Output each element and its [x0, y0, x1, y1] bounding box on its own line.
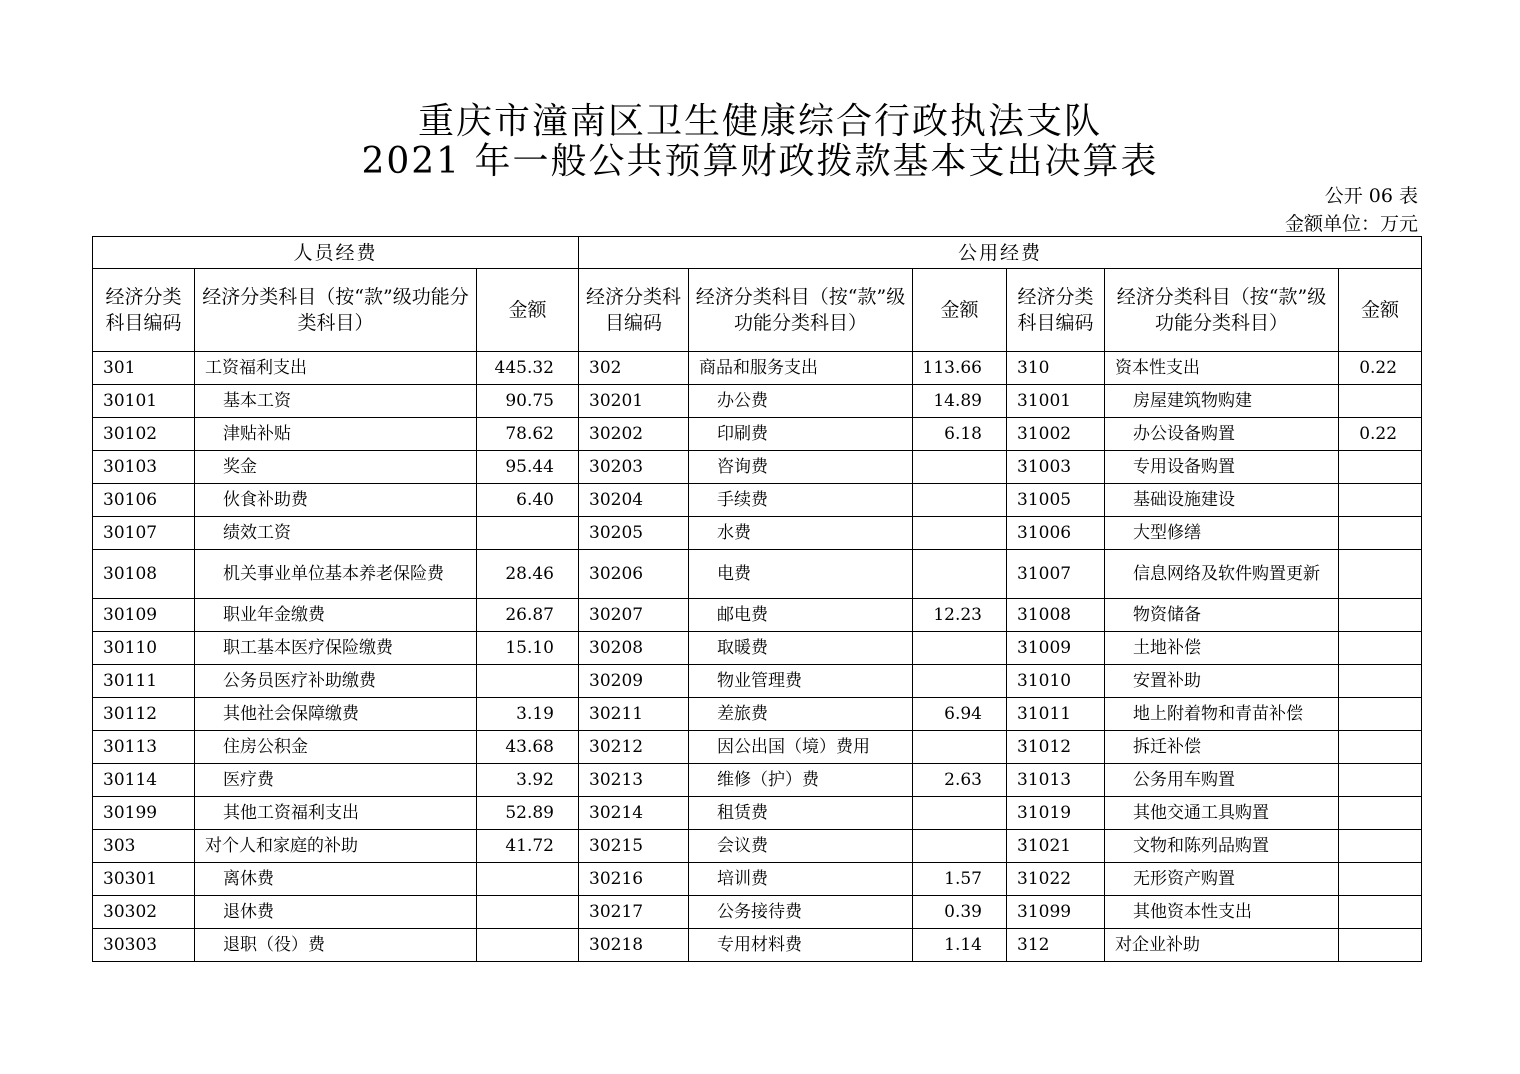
capital-amount-cell	[1339, 764, 1422, 797]
personnel-amount-cell: 95.44	[477, 451, 579, 484]
section-header-row	[93, 237, 1422, 269]
report-title-line2: 2021 年一般公共预算财政拨款基本支出决算表	[361, 141, 1159, 182]
capital-name-cell: 公务用车购置	[1105, 764, 1339, 797]
capital-code-cell: 31012	[1007, 731, 1105, 764]
capital-name-cell: 文物和陈列品购置	[1105, 830, 1339, 863]
goods-amount-cell	[913, 451, 1007, 484]
capital-name-cell: 专用设备购置	[1105, 451, 1339, 484]
capital-amount-cell	[1339, 863, 1422, 896]
personnel-amount-cell: 78.62	[477, 418, 579, 451]
goods-name-cell: 维修（护）费	[689, 764, 913, 797]
personnel-amount-cell	[477, 665, 579, 698]
goods-amount-cell	[913, 797, 1007, 830]
personnel-name-cell: 退休费	[195, 896, 477, 929]
personnel-amount-cell	[477, 896, 579, 929]
capital-code-cell: 31021	[1007, 830, 1105, 863]
table-number: 公开 06 表	[1324, 185, 1418, 207]
capital-name-cell: 无形资产购置	[1105, 863, 1339, 896]
goods-amount-cell	[913, 665, 1007, 698]
capital-code-cell: 31001	[1007, 385, 1105, 418]
goods-code-cell: 30217	[579, 896, 689, 929]
personnel-name-cell: 离休费	[195, 863, 477, 896]
personnel-name-cell: 津贴补贴	[195, 418, 477, 451]
goods-name-cell: 培训费	[689, 863, 913, 896]
goods-amount-cell	[913, 517, 1007, 550]
table-row	[93, 385, 1422, 418]
capital-name-cell: 基础设施建设	[1105, 484, 1339, 517]
capital-code-cell: 31007	[1007, 550, 1105, 599]
header-personnel-amount: 金额	[477, 269, 579, 352]
table-row	[93, 698, 1422, 731]
capital-name-cell: 信息网络及软件购置更新	[1105, 550, 1339, 599]
personnel-amount-cell: 3.92	[477, 764, 579, 797]
header-goods-name: 经济分类科目（按“款”级功能分类科目）	[689, 269, 913, 352]
personnel-code-cell: 30303	[93, 929, 195, 962]
capital-amount-cell	[1339, 731, 1422, 764]
capital-code-cell: 31099	[1007, 896, 1105, 929]
capital-name-cell: 地上附着物和青苗补偿	[1105, 698, 1339, 731]
capital-amount-cell	[1339, 665, 1422, 698]
capital-name-cell: 房屋建筑物购建	[1105, 385, 1339, 418]
capital-code-cell: 31022	[1007, 863, 1105, 896]
goods-name-cell: 因公出国（境）费用	[689, 731, 913, 764]
goods-name-cell: 印刷费	[689, 418, 913, 451]
goods-name-cell: 商品和服务支出	[689, 352, 913, 385]
report-title-line1: 重庆市潼南区卫生健康综合行政执法支队	[417, 101, 1102, 142]
personnel-code-cell: 30114	[93, 764, 195, 797]
goods-name-cell: 咨询费	[689, 451, 913, 484]
personnel-name-cell: 奖金	[195, 451, 477, 484]
goods-amount-cell: 6.18	[913, 418, 1007, 451]
goods-amount-cell	[913, 632, 1007, 665]
goods-code-cell: 30211	[579, 698, 689, 731]
section-personnel: 人员经费	[93, 237, 579, 269]
goods-amount-cell: 1.14	[913, 929, 1007, 962]
personnel-code-cell: 30199	[93, 797, 195, 830]
goods-name-cell: 会议费	[689, 830, 913, 863]
goods-name-cell: 水费	[689, 517, 913, 550]
capital-name-cell: 资本性支出	[1105, 352, 1339, 385]
goods-amount-cell: 113.66	[913, 352, 1007, 385]
capital-amount-cell	[1339, 451, 1422, 484]
personnel-name-cell: 其他社会保障缴费	[195, 698, 477, 731]
personnel-name-cell: 绩效工资	[195, 517, 477, 550]
table-row	[93, 797, 1422, 830]
personnel-code-cell: 30102	[93, 418, 195, 451]
goods-code-cell: 30205	[579, 517, 689, 550]
goods-code-cell: 30214	[579, 797, 689, 830]
table-row	[93, 830, 1422, 863]
capital-name-cell: 土地补偿	[1105, 632, 1339, 665]
personnel-amount-cell	[477, 929, 579, 962]
capital-code-cell: 31010	[1007, 665, 1105, 698]
personnel-name-cell: 退职（役）费	[195, 929, 477, 962]
goods-name-cell: 差旅费	[689, 698, 913, 731]
goods-amount-cell	[913, 830, 1007, 863]
table-row	[93, 665, 1422, 698]
personnel-amount-cell: 28.46	[477, 550, 579, 599]
goods-name-cell: 手续费	[689, 484, 913, 517]
personnel-code-cell: 301	[93, 352, 195, 385]
goods-amount-cell	[913, 550, 1007, 599]
goods-code-cell: 30206	[579, 550, 689, 599]
goods-code-cell: 30215	[579, 830, 689, 863]
personnel-code-cell: 303	[93, 830, 195, 863]
goods-amount-cell: 0.39	[913, 896, 1007, 929]
capital-name-cell: 其他交通工具购置	[1105, 797, 1339, 830]
personnel-amount-cell: 90.75	[477, 385, 579, 418]
personnel-code-cell: 30107	[93, 517, 195, 550]
goods-code-cell: 30212	[579, 731, 689, 764]
goods-code-cell: 30216	[579, 863, 689, 896]
table-row	[93, 599, 1422, 632]
personnel-name-cell: 对个人和家庭的补助	[195, 830, 477, 863]
table-row	[93, 764, 1422, 797]
personnel-name-cell: 公务员医疗补助缴费	[195, 665, 477, 698]
capital-code-cell: 31003	[1007, 451, 1105, 484]
personnel-amount-cell: 15.10	[477, 632, 579, 665]
personnel-code-cell: 30109	[93, 599, 195, 632]
personnel-name-cell: 工资福利支出	[195, 352, 477, 385]
header-capital-code: 经济分类科目编码	[1007, 269, 1105, 352]
goods-name-cell: 邮电费	[689, 599, 913, 632]
header-capital-name: 经济分类科目（按“款”级功能分类科目）	[1105, 269, 1339, 352]
personnel-amount-cell: 445.32	[477, 352, 579, 385]
goods-code-cell: 30202	[579, 418, 689, 451]
capital-name-cell: 物资储备	[1105, 599, 1339, 632]
capital-code-cell: 31005	[1007, 484, 1105, 517]
capital-amount-cell	[1339, 484, 1422, 517]
personnel-code-cell: 30113	[93, 731, 195, 764]
capital-name-cell: 办公设备购置	[1105, 418, 1339, 451]
capital-amount-cell	[1339, 929, 1422, 962]
goods-name-cell: 物业管理费	[689, 665, 913, 698]
goods-name-cell: 租赁费	[689, 797, 913, 830]
capital-amount-cell: 0.22	[1339, 418, 1422, 451]
personnel-code-cell: 30108	[93, 550, 195, 599]
personnel-amount-cell: 43.68	[477, 731, 579, 764]
goods-amount-cell: 1.57	[913, 863, 1007, 896]
goods-code-cell: 302	[579, 352, 689, 385]
table-row	[93, 484, 1422, 517]
goods-name-cell: 公务接待费	[689, 896, 913, 929]
goods-name-cell: 专用材料费	[689, 929, 913, 962]
budget-table	[92, 236, 1422, 962]
capital-amount-cell	[1339, 896, 1422, 929]
capital-code-cell: 31011	[1007, 698, 1105, 731]
personnel-name-cell: 伙食补助费	[195, 484, 477, 517]
personnel-code-cell: 30301	[93, 863, 195, 896]
goods-name-cell: 办公费	[689, 385, 913, 418]
capital-amount-cell	[1339, 599, 1422, 632]
table-row	[93, 418, 1422, 451]
personnel-amount-cell: 26.87	[477, 599, 579, 632]
capital-code-cell: 31019	[1007, 797, 1105, 830]
table-row	[93, 632, 1422, 665]
personnel-name-cell: 职业年金缴费	[195, 599, 477, 632]
personnel-name-cell: 医疗费	[195, 764, 477, 797]
capital-amount-cell	[1339, 698, 1422, 731]
goods-amount-cell	[913, 484, 1007, 517]
personnel-code-cell: 30111	[93, 665, 195, 698]
capital-amount-cell	[1339, 830, 1422, 863]
goods-code-cell: 30201	[579, 385, 689, 418]
capital-name-cell: 大型修缮	[1105, 517, 1339, 550]
table-row	[93, 517, 1422, 550]
goods-code-cell: 30213	[579, 764, 689, 797]
header-goods-code: 经济分类科目编码	[579, 269, 689, 352]
personnel-code-cell: 30106	[93, 484, 195, 517]
capital-amount-cell	[1339, 797, 1422, 830]
capital-code-cell: 31002	[1007, 418, 1105, 451]
column-header-row	[93, 269, 1422, 352]
section-public: 公用经费	[579, 237, 1422, 269]
personnel-amount-cell	[477, 863, 579, 896]
header-capital-amount: 金额	[1339, 269, 1422, 352]
goods-code-cell: 30208	[579, 632, 689, 665]
personnel-name-cell: 其他工资福利支出	[195, 797, 477, 830]
capital-code-cell: 31006	[1007, 517, 1105, 550]
capital-code-cell: 310	[1007, 352, 1105, 385]
personnel-code-cell: 30101	[93, 385, 195, 418]
capital-name-cell: 安置补助	[1105, 665, 1339, 698]
table-row	[93, 550, 1422, 599]
header-personnel-name: 经济分类科目（按“款”级功能分类科目）	[195, 269, 477, 352]
goods-code-cell: 30204	[579, 484, 689, 517]
goods-code-cell: 30218	[579, 929, 689, 962]
goods-code-cell: 30209	[579, 665, 689, 698]
capital-code-cell: 31013	[1007, 764, 1105, 797]
header-goods-amount: 金额	[913, 269, 1007, 352]
personnel-code-cell: 30112	[93, 698, 195, 731]
table-row	[93, 451, 1422, 484]
personnel-name-cell: 基本工资	[195, 385, 477, 418]
personnel-amount-cell: 52.89	[477, 797, 579, 830]
personnel-name-cell: 住房公积金	[195, 731, 477, 764]
header-personnel-code: 经济分类科目编码	[93, 269, 195, 352]
capital-code-cell: 31009	[1007, 632, 1105, 665]
goods-name-cell: 取暖费	[689, 632, 913, 665]
personnel-amount-cell: 3.19	[477, 698, 579, 731]
table-row	[93, 896, 1422, 929]
personnel-code-cell: 30110	[93, 632, 195, 665]
amount-unit: 金额单位：万元	[1284, 213, 1418, 235]
capital-name-cell: 对企业补助	[1105, 929, 1339, 962]
table-row	[93, 863, 1422, 896]
capital-amount-cell: 0.22	[1339, 352, 1422, 385]
capital-amount-cell	[1339, 517, 1422, 550]
goods-code-cell: 30207	[579, 599, 689, 632]
personnel-amount-cell: 41.72	[477, 830, 579, 863]
capital-code-cell: 312	[1007, 929, 1105, 962]
goods-amount-cell: 2.63	[913, 764, 1007, 797]
personnel-amount-cell	[477, 517, 579, 550]
capital-amount-cell	[1339, 632, 1422, 665]
table-row	[93, 731, 1422, 764]
capital-code-cell: 31008	[1007, 599, 1105, 632]
capital-name-cell: 其他资本性支出	[1105, 896, 1339, 929]
goods-amount-cell: 6.94	[913, 698, 1007, 731]
table-row	[93, 929, 1422, 962]
goods-code-cell: 30203	[579, 451, 689, 484]
capital-amount-cell	[1339, 385, 1422, 418]
personnel-name-cell: 机关事业单位基本养老保险费	[195, 550, 477, 599]
goods-amount-cell: 12.23	[913, 599, 1007, 632]
personnel-amount-cell: 6.40	[477, 484, 579, 517]
table-row	[93, 352, 1422, 385]
goods-amount-cell	[913, 731, 1007, 764]
goods-amount-cell: 14.89	[913, 385, 1007, 418]
personnel-name-cell: 职工基本医疗保险缴费	[195, 632, 477, 665]
personnel-code-cell: 30302	[93, 896, 195, 929]
capital-name-cell: 拆迁补偿	[1105, 731, 1339, 764]
personnel-code-cell: 30103	[93, 451, 195, 484]
capital-amount-cell	[1339, 550, 1422, 599]
goods-name-cell: 电费	[689, 550, 913, 599]
